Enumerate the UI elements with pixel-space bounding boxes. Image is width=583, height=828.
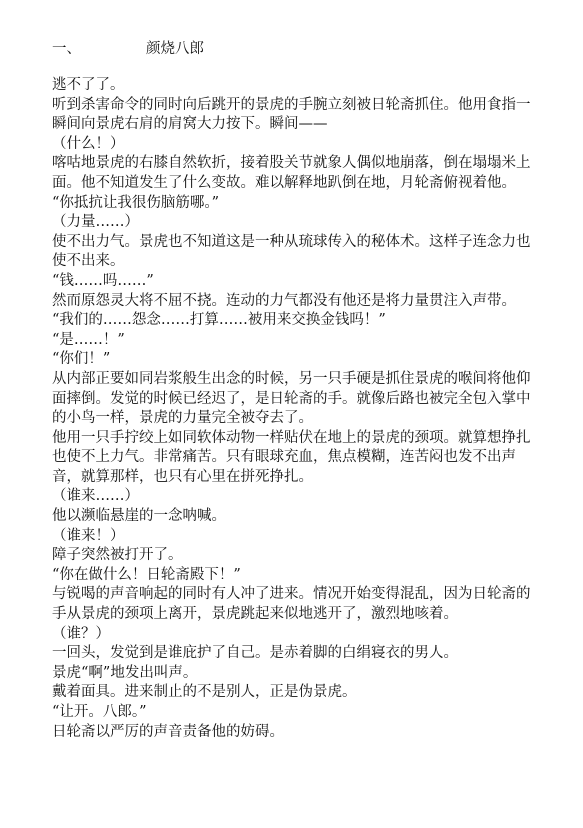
paragraph: 听到杀害命令的同时向后跳开的景虎的手腕立刻被日轮斋抓住。他用食指一瞬间向景虎右肩的肩窝大力按下。瞬间—— xyxy=(52,96,531,133)
paragraph: “你在做什么！日轮斋殿下！” xyxy=(52,566,241,583)
paragraph: （谁？） xyxy=(52,625,110,642)
paragraph: “你抵抗让我很伤脑筋哪。” xyxy=(52,194,220,211)
paragraph: “钱……吗……” xyxy=(52,272,154,289)
paragraph: “我们的……怨念……打算……被用来交换金钱吗！” xyxy=(52,312,386,329)
paragraph: 他以濒临悬崖的一念呐喊。 xyxy=(52,508,226,525)
chapter-number: 一、 xyxy=(52,41,81,57)
paragraph: 他用一只手拧绞上如同软体动物一样贴伏在地上的景虎的颈项。就算想挣扎也使不上力气。非常痛苦。只有眼球充血，焦点模糊，连苦闷也发不出声音，就算那样，也只有心里在拼死挣扎。 xyxy=(52,429,531,485)
paragraph: “让开。八郎。” xyxy=(52,704,147,720)
paragraph: 喀咕地景虎的右膝自然软折，接着股关节就象人偶似地崩落，倒在塌塌米上面。他不知道发生了什么变故。难以解释地趴倒在地，月轮斋俯视着他。 xyxy=(52,155,531,191)
paragraph: 景虎“啊”地发出叫声。 xyxy=(52,664,198,681)
paragraph: （谁来！） xyxy=(52,527,125,544)
paragraph: （谁来……） xyxy=(52,488,139,505)
paragraph: “是……！” xyxy=(52,331,125,348)
paragraph: “你们！” xyxy=(52,351,111,368)
paragraph: 从内部正要如同岩浆般生出念的时候，另一只手硬是抓住景虎的喉间将他仰面摔倒。发觉的时候已经迟了，是日轮斋的手。就像后路也被完全包入掌中的小鸟一样，景虎的力量完全被夺去了。 xyxy=(52,370,531,427)
paragraph: （力量……） xyxy=(52,214,139,231)
paragraph: 然而原怨灵大将不屈不挠。连动的力气都没有他还是将力量贯注入声带。 xyxy=(52,292,516,309)
chapter-title: 颜烧八郎 xyxy=(146,41,204,57)
paragraph: 戴着面具。进来制止的不是别人，正是伪景虎。 xyxy=(52,684,357,701)
paragraph: 与锐喝的声音响起的同时有人冲了进来。情况开始变得混乱，因为日轮斋的手从景虎的颈项上离开，景虎跳起来似地逃开了，激烈地咳着。 xyxy=(52,586,531,623)
paragraph: 逃不了了。 xyxy=(52,77,125,93)
chapter-heading xyxy=(52,40,204,58)
paragraph: （什么！） xyxy=(52,135,125,152)
paragraph: 障子突然被打开了。 xyxy=(52,547,183,564)
body-text xyxy=(52,76,533,742)
paragraph: 使不出力气。景虎也不知道这是一种从琉球传入的秘体术。这样子连念力也使不出来。 xyxy=(52,233,531,270)
paragraph: 日轮斋以严厉的声音责备他的妨碍。 xyxy=(52,723,284,740)
paragraph: 一回头，发觉到是谁庇护了自己。是赤着脚的白绢寝衣的男人。 xyxy=(52,645,458,662)
